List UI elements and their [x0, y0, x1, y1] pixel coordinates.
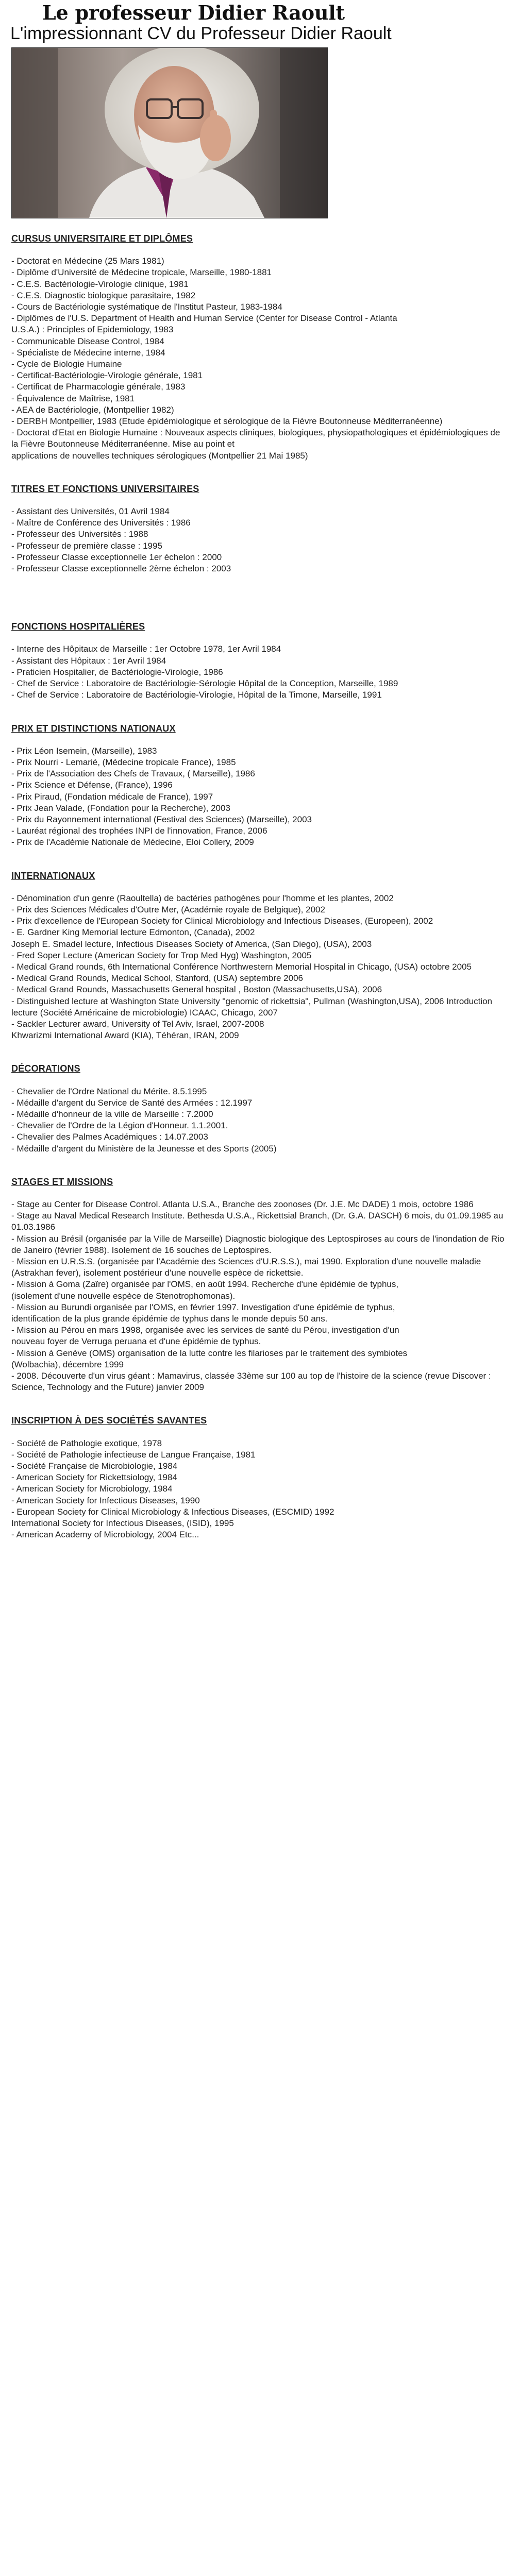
section-heading: DÉCORATIONS — [11, 1063, 80, 1074]
list-item: - Praticien Hospitalier, de Bactériologie-Virologie, 1986 — [11, 667, 223, 677]
list-item: - Société de Pathologie infectieuse de Langue Française, 1981 — [11, 1449, 256, 1460]
list-item: - Spécialiste de Médecine interne, 1984 — [11, 347, 165, 358]
section-list — [11, 256, 506, 462]
list-item: - C.E.S. Bactériologie-Virologie clinique, 1981 — [11, 279, 189, 289]
list-item: - Stage au Naval Medical Research Institute. Bethesda U.S.A., Rickettsial Branch, (Dr. G.A. DASCH) 6 mois, du 01.09.1985 au 01.03.1986 — [11, 1211, 506, 1232]
section-list — [11, 745, 506, 849]
section-heading: CURSUS UNIVERSITAIRE ET DIPLÔMES — [11, 233, 193, 244]
list-item: - Assistant des Hôpitaux : 1er Avril 1984 — [11, 655, 166, 666]
list-item: - Médaille d'honneur de la ville de Marseille : 7.2000 — [11, 1109, 213, 1119]
list-item: - Prix de l'Académie Nationale de Médecine, Eloi Collery, 2009 — [11, 837, 254, 848]
page-title: Le professeur Didier Raoult — [42, 1, 345, 24]
cv-section — [11, 723, 506, 849]
list-item: - Médaille d'argent du Ministère de la Jeunesse et des Sports (2005) — [11, 1143, 277, 1154]
list-item: - Professeur de première classe : 1995 — [11, 540, 162, 551]
list-item: - Mission au Burundi organisée par l'OMS, en février 1997. Investigation d'une épidémie de typhus, identification de la plus grande épidémie de typhus dans le monde depuis 50 ans. — [11, 1302, 395, 1324]
list-item: - Société Française de Microbiologie, 1984 — [11, 1461, 178, 1471]
section-heading: TITRES ET FONCTIONS UNIVERSITAIRES — [11, 483, 199, 494]
list-item: - Mission à Genève (OMS) organisation de la lutte contre les filarioses par le traitement des symbiotes (Wolbachia), décembre 1999 — [11, 1348, 408, 1369]
cv-content — [11, 233, 506, 1540]
list-item: - Professeur Classe exceptionnelle 1er échelon : 2000 — [11, 552, 222, 562]
list-item: - Diplôme d'Université de Médecine tropicale, Marseille, 1980-1881 — [11, 267, 272, 278]
cv-section — [11, 1176, 506, 1394]
cv-section — [11, 233, 506, 462]
list-item: - Société de Pathologie exotique, 1978 — [11, 1438, 162, 1448]
list-item: - Prix Léon Isemein, (Marseille), 1983 — [11, 745, 157, 756]
list-item: - Prix d'excellence de l'European Society for Clinical Microbiology and Infectious Diseases, (Europeen), 2002 — [11, 916, 433, 926]
cv-section — [11, 1063, 506, 1154]
list-item: - Dénomination d'un genre (Raoultella) de bactéries pathogènes pour l'homme et les plantes, 2002 — [11, 893, 394, 903]
list-item: - Chevalier de l'Ordre de la Légion d'Honneur. 1.1.2001. — [11, 1121, 228, 1131]
section-list — [11, 506, 506, 574]
list-item: - American Society for Microbiology, 1984 — [11, 1484, 173, 1494]
portrait-photo — [11, 47, 328, 218]
list-item: - Prix Science et Défense, (France), 1996 — [11, 780, 173, 790]
list-item: - Maître de Conférence des Universités : 1986 — [11, 518, 191, 528]
list-item: - Prix Piraud, (Fondation médicale de France), 1997 — [11, 791, 213, 802]
list-item: - Medical Grand rounds, 6th International Conférence Northwestern Memorial Hospital in Chicago, (USA) octobre 2005 — [11, 961, 472, 972]
list-item: - Communicable Disease Control, 1984 — [11, 336, 164, 346]
list-item: - 2008. Découverte d'un virus géant : Mamavirus, classée 33ème sur 100 au top de l'histoire de la science (revue Discover : Science, Technology and the Future) janvier 2009 — [11, 1371, 494, 1393]
list-item: - Fred Soper Lecture (American Society for Trop Med Hyg) Washington, 2005 — [11, 950, 312, 960]
list-item: - Interne des Hôpitaux de Marseille : 1er Octobre 1978, 1er Avril 1984 — [11, 644, 281, 654]
list-item: - AEA de Bactériologie, (Montpellier 1982) — [11, 404, 174, 415]
list-item: - Certificat de Pharmacologie générale, 1983 — [11, 382, 186, 392]
list-item: - Cycle de Biologie Humaine — [11, 359, 122, 369]
list-item: - Doctorat d'Etat en Biologie Humaine : Nouveaux aspects cliniques, biologiques, physiopathologiques et épidémiologiques de la Fièvre Boutonneuse Méditerranéenne. Mise au point et applications de nouvelles techniques sérologiques (Montpellier 21 Mai 1985) — [11, 428, 500, 461]
list-item: - Mission au Brésil (organisée par la Ville de Marseille) Diagnostic biologique des Leptospiroses au cours de l'inondation de Rio de Janeiro (février 1988). Isolement de 16 souches de Leptospires. — [11, 1233, 507, 1255]
cv-section — [11, 1415, 506, 1540]
list-item: - Distinguished lecture at Washington State University "genomic of rickettsia", Pullman (Washington,USA), 2006 Introduction lecture (Société Américaine de microbiologie) ICAAC, Chicago, 2007 — [11, 996, 495, 1018]
list-item: International Society for Infectious Diseases, (ISID), 1995 — [11, 1518, 234, 1529]
list-item: - Assistant des Universités, 01 Avril 1984 — [11, 506, 170, 517]
list-item: - E. Gardner King Memorial lecture Edmonton, (Canada), 2002 Joseph E. Smadel lecture, Infectious Diseases Society of America, (San Diego), (USA), 2003 — [11, 927, 372, 949]
section-heading: INSCRIPTION À DES SOCIÉTÉS SAVANTES — [11, 1415, 207, 1426]
list-item: - Prix Nourri - Lemarié, (Médecine tropicale France), 1985 — [11, 757, 236, 767]
list-item: - Diplômes de l'U.S. Department of Health and Human Service (Center for Disease Control - Atlanta U.S.A.) : Principles of Epidemiology, 1983 — [11, 313, 397, 335]
list-item: - Mission à Goma (Zaïre) organisée par l'OMS, en août 1994. Recherche d'une épidémie de typhus, (isolement d'une nouvelle espèce de Stenotrophomonas). — [11, 1279, 399, 1301]
list-item: - Medical Grand Rounds, Medical School, Stanford, (USA) septembre 2006 — [11, 973, 303, 984]
list-item: - Chevalier des Palmes Académiques : 14.07.2003 — [11, 1132, 208, 1142]
list-item: - American Academy of Microbiology, 2004 Etc... — [11, 1530, 199, 1540]
list-item: - Chevalier de l'Ordre National du Mérite. 8.5.1995 — [11, 1086, 207, 1096]
list-item: - Medical Grand Rounds, Massachusetts General hospital , Boston (Massachusetts,USA), 2006 — [11, 985, 382, 995]
list-item: - Cours de Bactériologie systématique de l'Institut Pasteur, 1983-1984 — [11, 302, 282, 312]
cv-section — [11, 870, 506, 1042]
section-list — [11, 1199, 506, 1393]
list-item: - Chef de Service : Laboratoire de Bactériologie-Sérologie Hôpital de la Conception, Marseille, 1989 — [11, 679, 398, 689]
list-item: - Lauréat régional des trophées INPI de l'innovation, France, 2006 — [11, 826, 267, 836]
list-item: - Équivalence de Maîtrise, 1981 — [11, 393, 135, 403]
list-item: - American Society for Rickettsiology, 1984 — [11, 1472, 177, 1483]
section-list — [11, 1086, 506, 1155]
section-heading: STAGES ET MISSIONS — [11, 1176, 113, 1187]
list-item: - Stage au Center for Disease Control. Atlanta U.S.A., Branche des zoonoses (Dr. J.E. Mc DADE) 1 mois, octobre 1986 — [11, 1199, 474, 1209]
section-heading: INTERNATIONAUX — [11, 870, 95, 881]
list-item: - Mission au Pérou en mars 1998, organisée avec les services de santé du Pérou, investigation d'un nouveau foyer de Verruga peruana et d'une épidémie de typhus. — [11, 1325, 399, 1347]
section-heading: PRIX ET DISTINCTIONS NATIONAUX — [11, 723, 176, 734]
list-item: - Prix du Rayonnement international (Festival des Sciences) (Marseille), 2003 — [11, 814, 312, 824]
list-item: - DERBH Montpellier, 1983 (Etude épidémiologique et sérologique de la Fièvre Boutonneuse Méditerranéenne) — [11, 416, 443, 427]
list-item: - Prix des Sciences Médicales d'Outre Mer, (Académie royale de Belgique), 2002 — [11, 904, 325, 914]
list-item: - Mission en U.R.S.S. (organisée par l'Académie des Sciences d'U.R.S.S.), mai 1990. Exploration d'une nouvelle maladie (Astrakhan fever), isolement postérieur d'une nouvelle espèce de rickettsie. — [11, 1257, 483, 1278]
list-item: - Chef de Service : Laboratoire de Bactériologie-Virologie, Hôpital de la Timone, Marseille, 1991 — [11, 690, 382, 700]
section-heading: FONCTIONS HOSPITALIÈRES — [11, 621, 145, 632]
list-item: - Certificat-Bactériologie-Virologie générale, 1981 — [11, 370, 203, 381]
list-item: - Professeur Classe exceptionnelle 2ème échelon : 2003 — [11, 564, 231, 574]
page-subtitle: L'impressionnant CV du Professeur Didier Raoult — [10, 24, 392, 43]
list-item: - Prix de l'Association des Chefs de Travaux, ( Marseille), 1986 — [11, 769, 255, 779]
cv-section — [11, 621, 506, 701]
list-item: - European Society for Clinical Microbiology & Infectious Diseases, (ESCMID) 1992 — [11, 1506, 334, 1517]
list-item: - Professeur des Universités : 1988 — [11, 529, 148, 539]
section-list — [11, 643, 506, 701]
list-item: - Sackler Lecturer award, University of Tel Aviv, Israel, 2007-2008 Khwarizmi International Award (KIA), Téhéran, IRAN, 2009 — [11, 1019, 264, 1041]
portrait-image — [12, 48, 327, 218]
section-list — [11, 893, 506, 1042]
cv-section — [11, 483, 506, 574]
list-item: - Prix Jean Valade, (Fondation pour la Recherche), 2003 — [11, 803, 230, 813]
section-list — [11, 1438, 506, 1541]
list-item: - American Society for Infectious Diseases, 1990 — [11, 1495, 200, 1505]
list-item: - C.E.S. Diagnostic biologique parasitaire, 1982 — [11, 290, 196, 300]
list-item: - Médaille d'argent du Service de Santé des Armées : 12.1997 — [11, 1097, 253, 1108]
list-item: - Doctorat en Médecine (25 Mars 1981) — [11, 256, 164, 266]
